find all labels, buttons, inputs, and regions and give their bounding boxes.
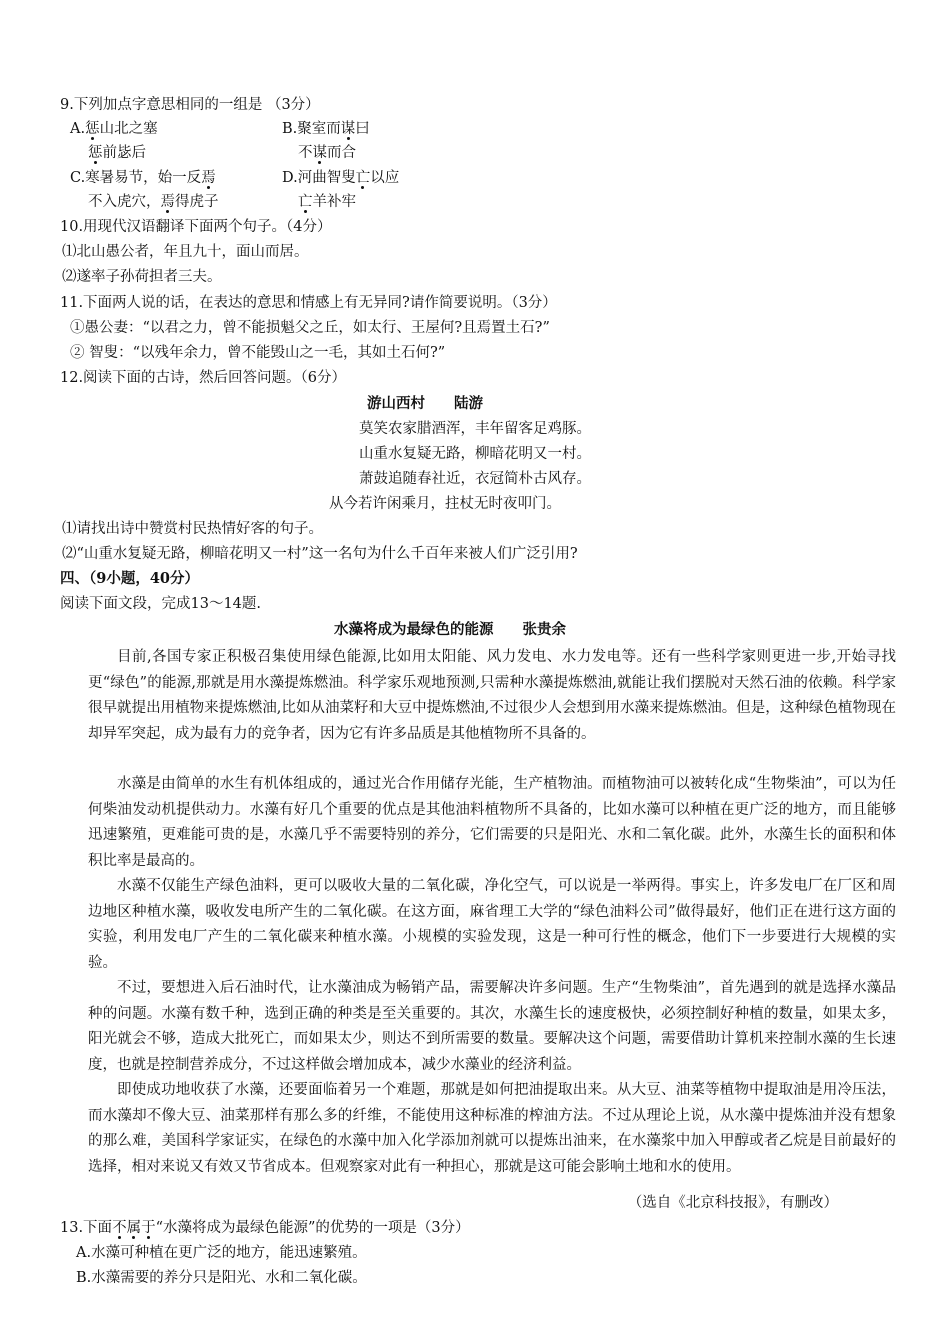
article-source: （选自《北京科技报》，有删改） (627, 1195, 838, 1211)
q13-option-a: A.水藻可种植在更广泛的地方，能迅速繁殖。 (76, 1245, 367, 1261)
poem-line-3: 萧鼓追随春社近，衣冠简朴古风存。 (359, 471, 591, 487)
q9-option-d1: D.河曲智叟亡以应 (282, 170, 400, 186)
article-paragraph-1: 目前,各国专家正积极召集使用绿色能源,比如用太阳能、风力发电、水力发电等。还有一些科学家则更进一步,开始寻找更“绿色”的能源,那就是用水藻提炼燃油。科学家乐观地预测,只需种水藻提炼燃油,就能让我们摆脱对天然石油的依赖。科学家很早就提出用植物来提炼燃油,比如从油菜籽和大豆中提炼燃油,不过很少人会想到用水藻来提炼燃油。但是，这种绿色植物现在却异军突起，成为最有力的竞争者，因为它有许多品质是其他植物所不具备的。 (88, 649, 896, 742)
section-4-intro: 阅读下面文段，完成13～14题. (60, 596, 262, 612)
q9-option-d2: 亡羊补牢 (298, 194, 356, 210)
poem-line-1: 莫笑农家腊酒浑，丰年留客足鸡豚。 (359, 421, 591, 437)
q11-quote-1: ①愚公妻：“以君之力，曾不能损魁父之丘，如太行、王屋何?且焉置土石?” (70, 320, 550, 336)
q12-sub-1: ⑴请找出诗中赞赏村民热情好客的句子。 (62, 521, 323, 537)
q10-sentence-2: ⑵遂率子孙荷担者三夫。 (62, 269, 222, 285)
poem-title: 游山西村 陆游 (367, 395, 483, 412)
article-paragraph-5: 即使成功地收获了水藻，还要面临着另一个难题，那就是如何把油提取出来。从大豆、油菜等植物中提取油是用冷压法，而水藻却不像大豆、油菜那样有那么多的纤维，不能使用这种标准的榨油方法。不过从理论上说，从水藻中提炼油并没有想象的那么难，美国科学家证实，在绿色的水藻中加入化学添加剂就可以提炼出油来，在水藻浆中加入甲醇或者乙烷是目前最好的选择，相对来说又有效又节省成本。但观察家对此有一种担心，那就是这可能会影响土地和水的使用。 (88, 1082, 896, 1175)
poem-line-4: 从今若许闲乘月，拄杖无时夜叩门。 (329, 496, 561, 512)
article-paragraph-3: 水藻不仅能生产绿色油料，更可以吸收大量的二氧化碳，净化空气，可以说是一举两得。事实上，许多发电厂在厂区和周边地区种植水藻，吸收发电所产生的二氧化碳。在这方面，麻省理工大学的“绿色油料公司”做得最好，他们正在进行这方面的实验，利用发电厂产生的二氧化碳来种植水藻。小规模的实验发现，这是一种可行性的概念，他们下一步要进行大规模的实验。 (88, 878, 896, 971)
q9-option-a1: A.惩山北之塞 (70, 121, 158, 137)
q9-option-b1: B.聚室而谋曰 (282, 121, 370, 137)
q9-option-a2: 惩前毖后 (88, 145, 146, 161)
q9-stem: 9.下列加点字意思相同的一组是 （3分） (60, 97, 320, 113)
q12-sub-2: ⑵“山重水复疑无路，柳暗花明又一村”这一名句为什么千百年来被人们广泛引用? (62, 546, 578, 562)
article-paragraph-2: 水藻是由简单的水生有机体组成的，通过光合作用储存光能，生产植物油。而植物油可以被转化成“生物柴油”，可以为任何柴油发动机提供动力。水藻有好几个重要的优点是其他油料植物所不具备的，比如水藻可以种植在更广泛的地方，而且能够迅速繁殖，更难能可贵的是，水藻几乎不需要特别的养分，它们需要的只是阳光、水和二氧化碳。此外，水藻生长的面积和体积比率是最高的。 (88, 776, 896, 869)
q9-option-c1: C.寒暑易节，始一反焉 (70, 170, 216, 186)
poem-line-2: 山重水复疑无路，柳暗花明又一村。 (359, 446, 591, 462)
q10-stem: 10.用现代汉语翻译下面两个句子。（4分） (60, 219, 332, 235)
q9-option-c2: 不入虎穴，焉得虎子 (88, 194, 219, 210)
article-title: 水藻将成为最绿色的能源 张贵余 (334, 621, 566, 638)
article-paragraph-4: 不过，要想进入后石油时代，让水藻油成为畅销产品，需要解决许多问题。生产“生物柴油”，首先遇到的就是选择水藻品种的问题。水藻有数千种，选到正确的种类是至关重要的。其次，水藻生长的速度极快，必须控制好种植的数量，如果太多，阳光就会不够，造成大批死亡，而如果太少，则达不到所需要的数量。要解决这个问题，需要借助计算机来控制水藻的生长速度，也就是控制营养成分，不过这样做会增加成本，减少水藻业的经济利益。 (88, 980, 896, 1073)
q13-stem: 13.下面不属于“水藻将成为最绿色能源”的优势的一项是（3分） (60, 1220, 470, 1236)
q9-option-b2: 不谋而合 (298, 145, 356, 161)
q13-option-b: B.水藻需要的养分只是阳光、水和二氧化碳。 (76, 1270, 367, 1286)
q11-stem: 11.下面两人说的话，在表达的意思和情感上有无异同?请作简要说明。（3分） (60, 295, 557, 311)
section-4-heading: 四、（9小题，40分） (60, 570, 200, 587)
q10-sentence-1: ⑴北山愚公者，年且九十，面山而居。 (62, 244, 309, 260)
q11-quote-2: ② 智叟：“以残年余力，曾不能毁山之一毛，其如土石何?” (70, 345, 446, 361)
q12-stem: 12.阅读下面的古诗，然后回答问题。（6分） (60, 370, 347, 386)
